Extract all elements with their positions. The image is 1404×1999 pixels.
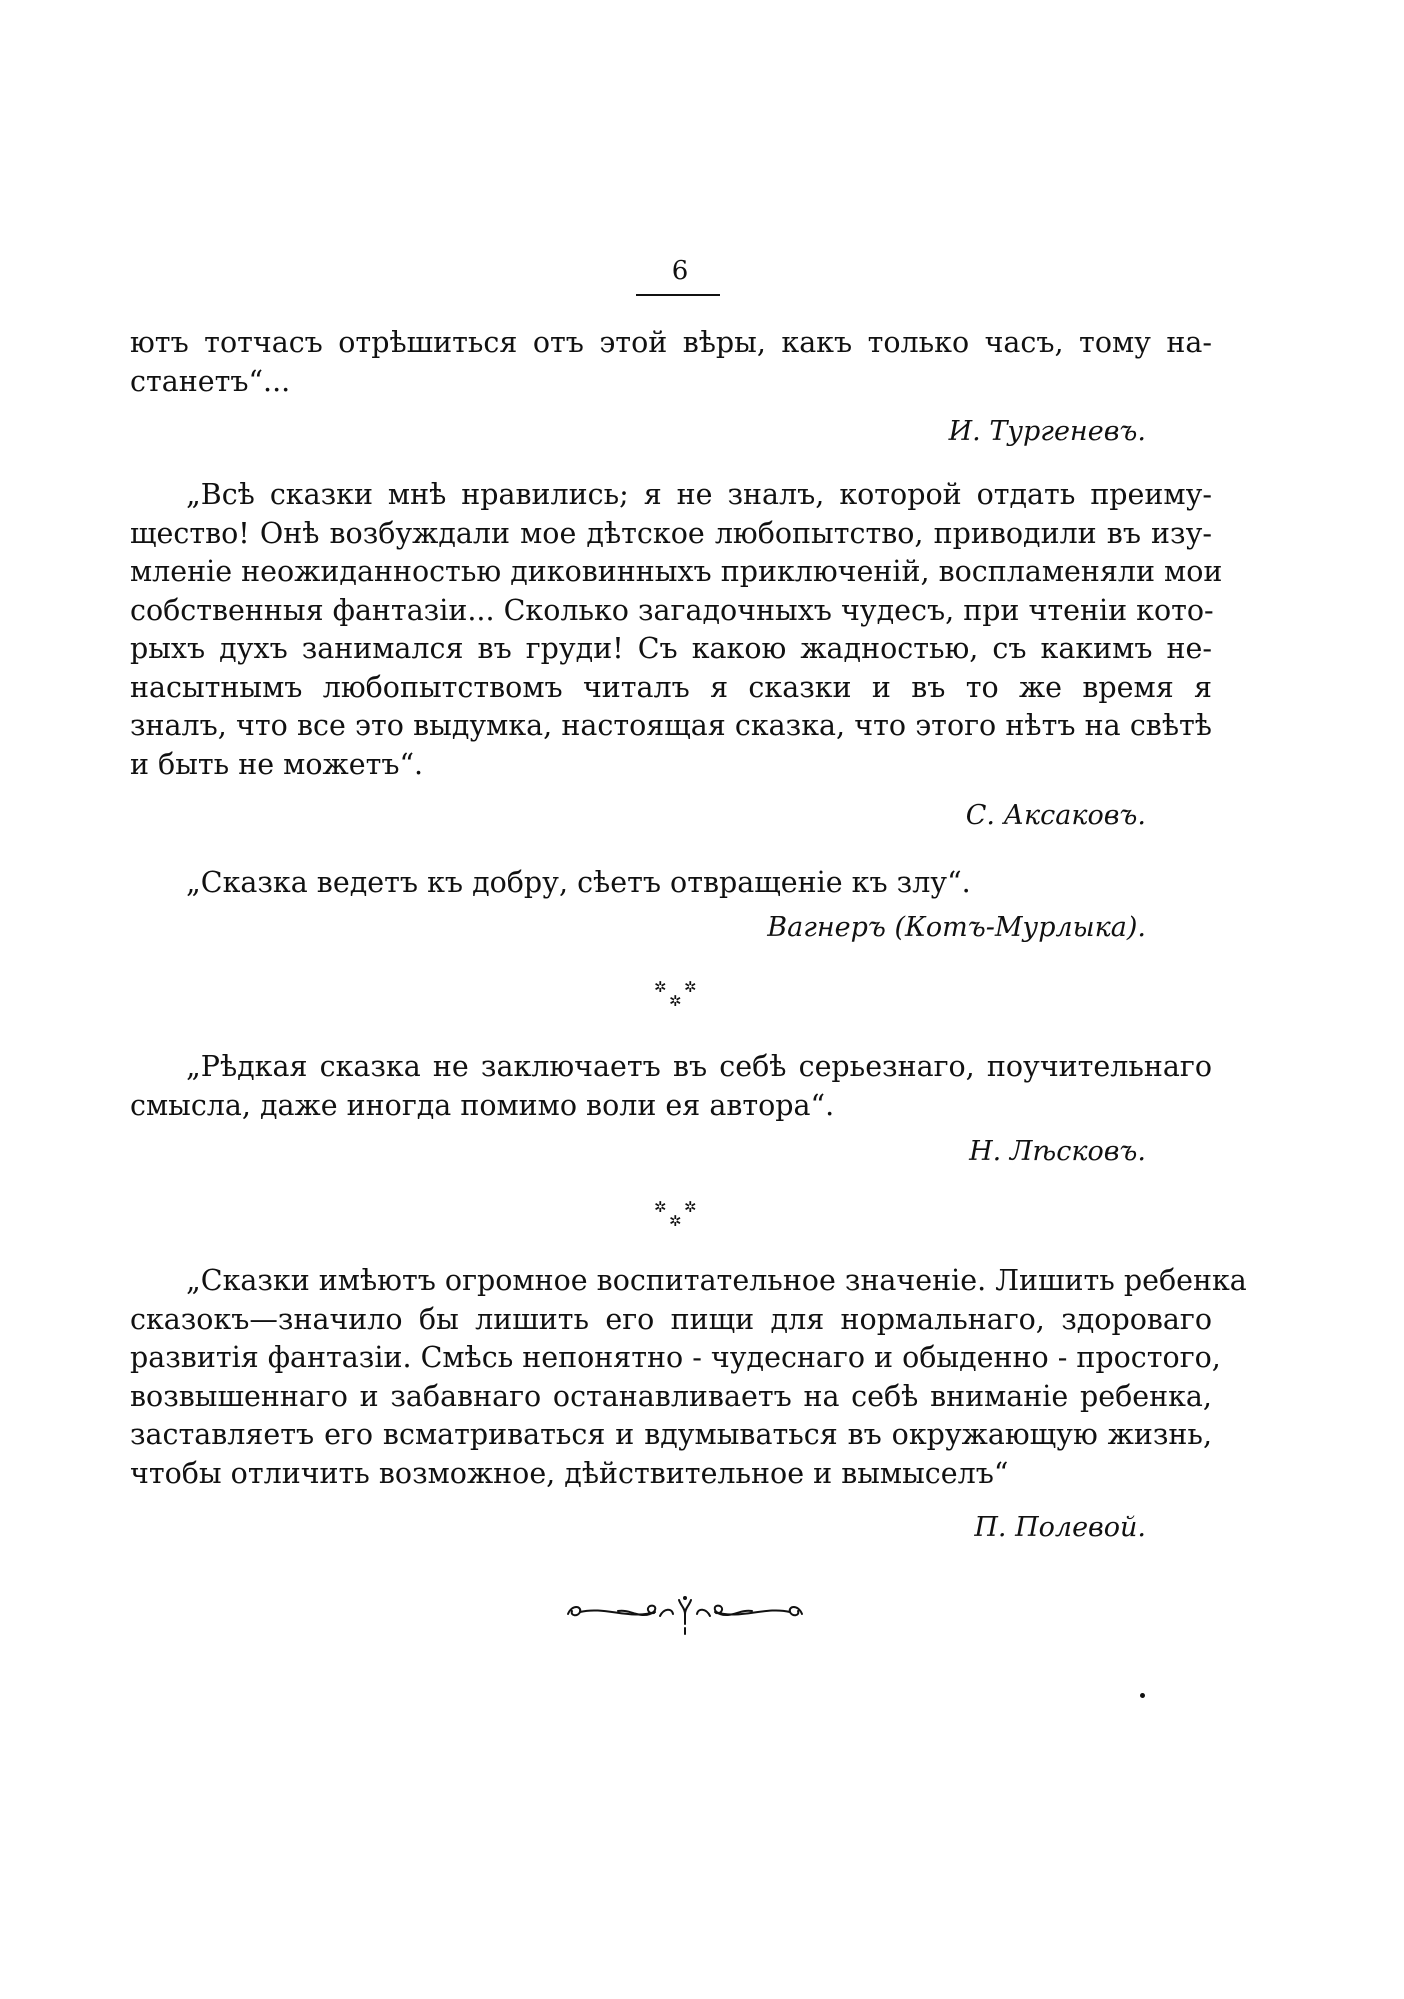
asterism-star: ✲ <box>684 1198 697 1216</box>
quote-line: насытнымъ любопытствомъ читалъ я сказки и въ то же время я <box>130 670 1212 704</box>
author-turgenev: И. Тургеневъ. <box>948 416 1146 447</box>
quote-leskov <box>130 1048 1212 1125</box>
quote-line: развитія фантазіи. Смѣсь непонятно - чудеснаго и обыденно - простого, <box>130 1341 1221 1374</box>
tailpiece-ornament <box>560 1590 810 1640</box>
quote-line: станетъ“... <box>130 364 291 398</box>
page-number: 6 <box>671 256 689 286</box>
quote-wagner <box>130 864 1212 903</box>
quote-line: мленіе неожиданностью диковинныхъ приключеній, воспламеняли мои <box>130 555 1223 588</box>
quote-line: зналъ, что все это выдумка, настоящая сказка, что этого нѣтъ на свѣтѣ <box>130 709 1212 742</box>
header-rule <box>636 294 720 296</box>
quote-aksakov <box>130 476 1223 784</box>
asterism-star: ✲ <box>669 1212 682 1230</box>
author-aksakov: С. Аксаковъ. <box>965 800 1146 831</box>
quote-line: чтобы отличить возможное, дѣйствительное и вымыселъ“ <box>130 1456 1009 1490</box>
quote-line: сказокъ—значило бы лишить его пищи для нормальнаго, здороваго <box>130 1302 1212 1336</box>
asterism-star: ✲ <box>654 978 667 996</box>
quote-line: щество! Онѣ возбуждали мое дѣтское любопытство, приводили въ изу- <box>130 516 1212 550</box>
asterism-star: ✲ <box>654 1198 667 1216</box>
asterism-star: ✲ <box>684 978 697 996</box>
asterism-divider <box>650 1198 704 1238</box>
ink-speck <box>1140 1693 1145 1698</box>
quote-line: ютъ тотчасъ отрѣшиться отъ этой вѣры, какъ только часъ, тому на- <box>130 326 1212 359</box>
quote-line: собственныя фантазіи... Сколько загадочныхъ чудесъ, при чтеніи кото- <box>130 593 1214 627</box>
quote-line: рыхъ духъ занимался въ груди! Съ какою жадностью, съ какимъ не- <box>130 632 1212 665</box>
author-leskov: Н. Лѣсковъ. <box>969 1136 1146 1167</box>
quote-line: „Рѣдкая сказка не заключаетъ въ себѣ серьезнаго, поучительнаго <box>186 1050 1212 1083</box>
quote-line: смысла, даже иногда помимо воли ея автора“. <box>130 1088 835 1122</box>
asterism-star: ✲ <box>669 992 682 1010</box>
quote-line: „Всѣ сказки мнѣ нравились; я не зналъ, которой отдать преиму- <box>186 478 1212 511</box>
quote-line: возвышеннаго и забавнаго останавливаетъ на себѣ вниманіе ребенка, <box>130 1379 1212 1413</box>
quote-polevoy <box>130 1262 1247 1493</box>
author-wagner: Вагнеръ (Котъ-Мурлыка). <box>767 912 1146 943</box>
quote-line: „Сказка ведетъ къ добру, сѣетъ отвращеніе къ злу“. <box>186 866 971 899</box>
quote-turgenev <box>130 324 1212 401</box>
quote-line: и быть не можетъ“. <box>130 747 424 781</box>
quote-line: „Сказки имѣютъ огромное воспитательное значеніе. Лишить ребенка <box>186 1264 1247 1297</box>
asterism-divider <box>650 978 704 1018</box>
author-polevoy: П. Полевой. <box>974 1512 1146 1543</box>
quote-line: заставляетъ его всматриваться и вдумываться въ окружающую жизнь, <box>130 1418 1212 1451</box>
